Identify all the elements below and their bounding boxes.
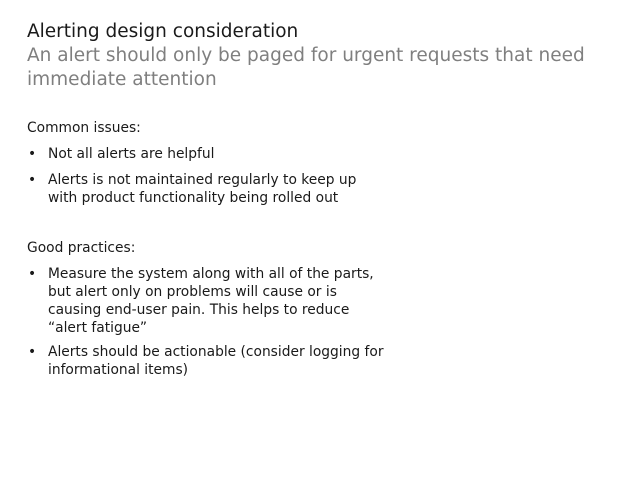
bullet-text xyxy=(48,145,408,163)
bullet-icon: • xyxy=(28,146,37,162)
bullet-line: Not all alerts are helpful xyxy=(48,146,215,162)
good-practice-item xyxy=(27,265,408,337)
bullet-line: but alert only on problems will cause or is xyxy=(48,284,337,300)
bullet-icon: • xyxy=(28,344,37,360)
common-issues-heading: Common issues: xyxy=(27,120,141,136)
bullet-icon: • xyxy=(28,172,37,188)
good-practices-heading: Good practices: xyxy=(27,240,136,256)
common-issue-item xyxy=(27,145,408,163)
bullet-text xyxy=(48,171,408,207)
bullet-text xyxy=(48,265,408,337)
bullet-icon: • xyxy=(28,266,37,282)
bullet-line: Alerts should be actionable (consider logging for xyxy=(48,344,384,360)
good-practice-item xyxy=(27,343,408,379)
slide-subtitle: An alert should only be paged for urgent requests that need immediate attention xyxy=(27,45,585,90)
bullet-line: with product functionality being rolled out xyxy=(48,190,339,206)
bullet-line: “alert fatigue” xyxy=(48,320,148,336)
bullet-line: causing end-user pain. This helps to reduce xyxy=(48,302,350,318)
common-issue-item xyxy=(27,171,408,207)
bullet-line: informational items) xyxy=(48,362,189,378)
bullet-text xyxy=(48,343,408,379)
bullet-line: Measure the system along with all of the parts, xyxy=(48,266,374,282)
bullet-line: Alerts is not maintained regularly to keep up xyxy=(48,172,357,188)
slide-title: Alerting design consideration xyxy=(27,21,299,42)
